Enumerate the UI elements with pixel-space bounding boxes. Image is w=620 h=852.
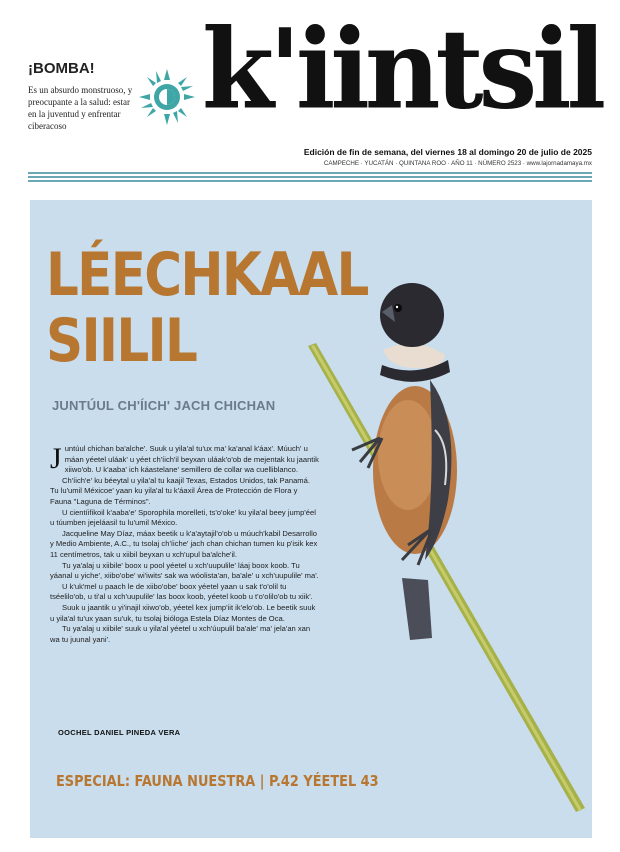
article-paragraph: Juntúul chichan ba'alche'. Suuk u yila'al tu'ux ma' ka'anal k'áax'. Múuch' u máan yéetel uláak' u yéet ch'íich'il beyxan uláak'o'ob de mejentak ku jaantik xiiwo'ob. U k'aaba' ich káastelane' semillero de collar wa cuelliblanco. [50, 442, 319, 475]
article-body [50, 444, 320, 645]
subhead: JUNTÚUL CH'ÍICH' JACH CHICHAN [52, 398, 276, 413]
cover-story [30, 200, 592, 838]
headline: LÉECHKAAL SIILIL [46, 240, 368, 376]
brand-logo: k'iintsil [202, 4, 602, 134]
bomba-title: ¡BOMBA! [28, 60, 95, 77]
masthead [0, 0, 620, 170]
article-paragraph: Tu ya'alaj u xiibile' boox u pool yéetel u xch'uupulile' láaj boox koob. Tu yáanal u yiche', xiibo'obe' wi'iwits' sak wa wóolista'an, ba'ale' u xch'uupulile' ma'. [50, 560, 319, 581]
article-paragraph: U k'uk'mel u paach le de xiibo'obe' boox yéetel yaan u sak t'o'olil tu tséelilo'ob, u ti'al u xch'uupulile' las boox koob, yéetel koob u t'o'olilo'ob tu xiik'. [50, 581, 313, 602]
masthead-rule [28, 176, 592, 178]
dropcap: J [50, 442, 62, 475]
masthead-rule [28, 180, 592, 182]
special-section-link[interactable]: ESPECIAL: FAUNA NUESTRA | P.42 YÉETEL 43 [56, 772, 379, 790]
article-paragraph: U cientíifikoil k'aaba'e' Sporophila morelleti, ts'o'oke' ku yila'al beey jump'éel u túumben jejeláasil tu lu'umil México. [50, 507, 316, 528]
article-paragraph: Tu ya'alaj u xiibile' suuk u yila'al yéetel u xch'úupulil ba'ale' ma' jela'an xan wa tu juunal yani'. [50, 624, 311, 644]
masthead-rule [28, 172, 592, 174]
photo-credit: OOCHEL DANIEL PINEDA VERA [58, 728, 181, 737]
article-paragraph: Jacqueline May Díaz, máax beetik u k'a'aytajil'o'ob u múuch'kabil Desarrollo y Medio Ambiente, A.C., tu tsolaj ch'íiche' jach chan chichan tumen ku p'isik kex 11 centímetros, tak u xiibil beyxan u xch'upul ba'alche'il. [50, 528, 318, 559]
bomba-teaser: Es un absurdo monstruoso, y preocupante a la salud: estar en la juventud y enfrentar ciberacoso [28, 85, 133, 131]
article-paragraph: Ch'íich'e' ku béeytal u yila'al tu kaajil Texas, Estados Unidos, tak Panamá. Tu lu'umil Méxicoe' yaan ku yila'al tu k'áaxil Área de Protección de Flora y Fauna "Laguna de Términos". [50, 475, 310, 506]
edition-date: Edición de fin de semana, del viernes 18 al domingo 20 de julio de 2025 [303, 147, 592, 157]
article-paragraph: Suuk u jaantik u yi'inajil xiiwo'ob, yéetel kex jump'iit ik'elo'ob. Le beetik suuk u yila'al tu'ux yaan su'uk, tu tsolaj bióloga Estela Díaz Montes de Oca. [50, 602, 316, 623]
sun-logo-icon [138, 68, 196, 126]
edition-info: CAMPECHE · YUCATÁN · QUINTANA ROO · AÑO 11 · NÚMERO 2523 · www.lajornadamaya.mx [323, 160, 592, 167]
